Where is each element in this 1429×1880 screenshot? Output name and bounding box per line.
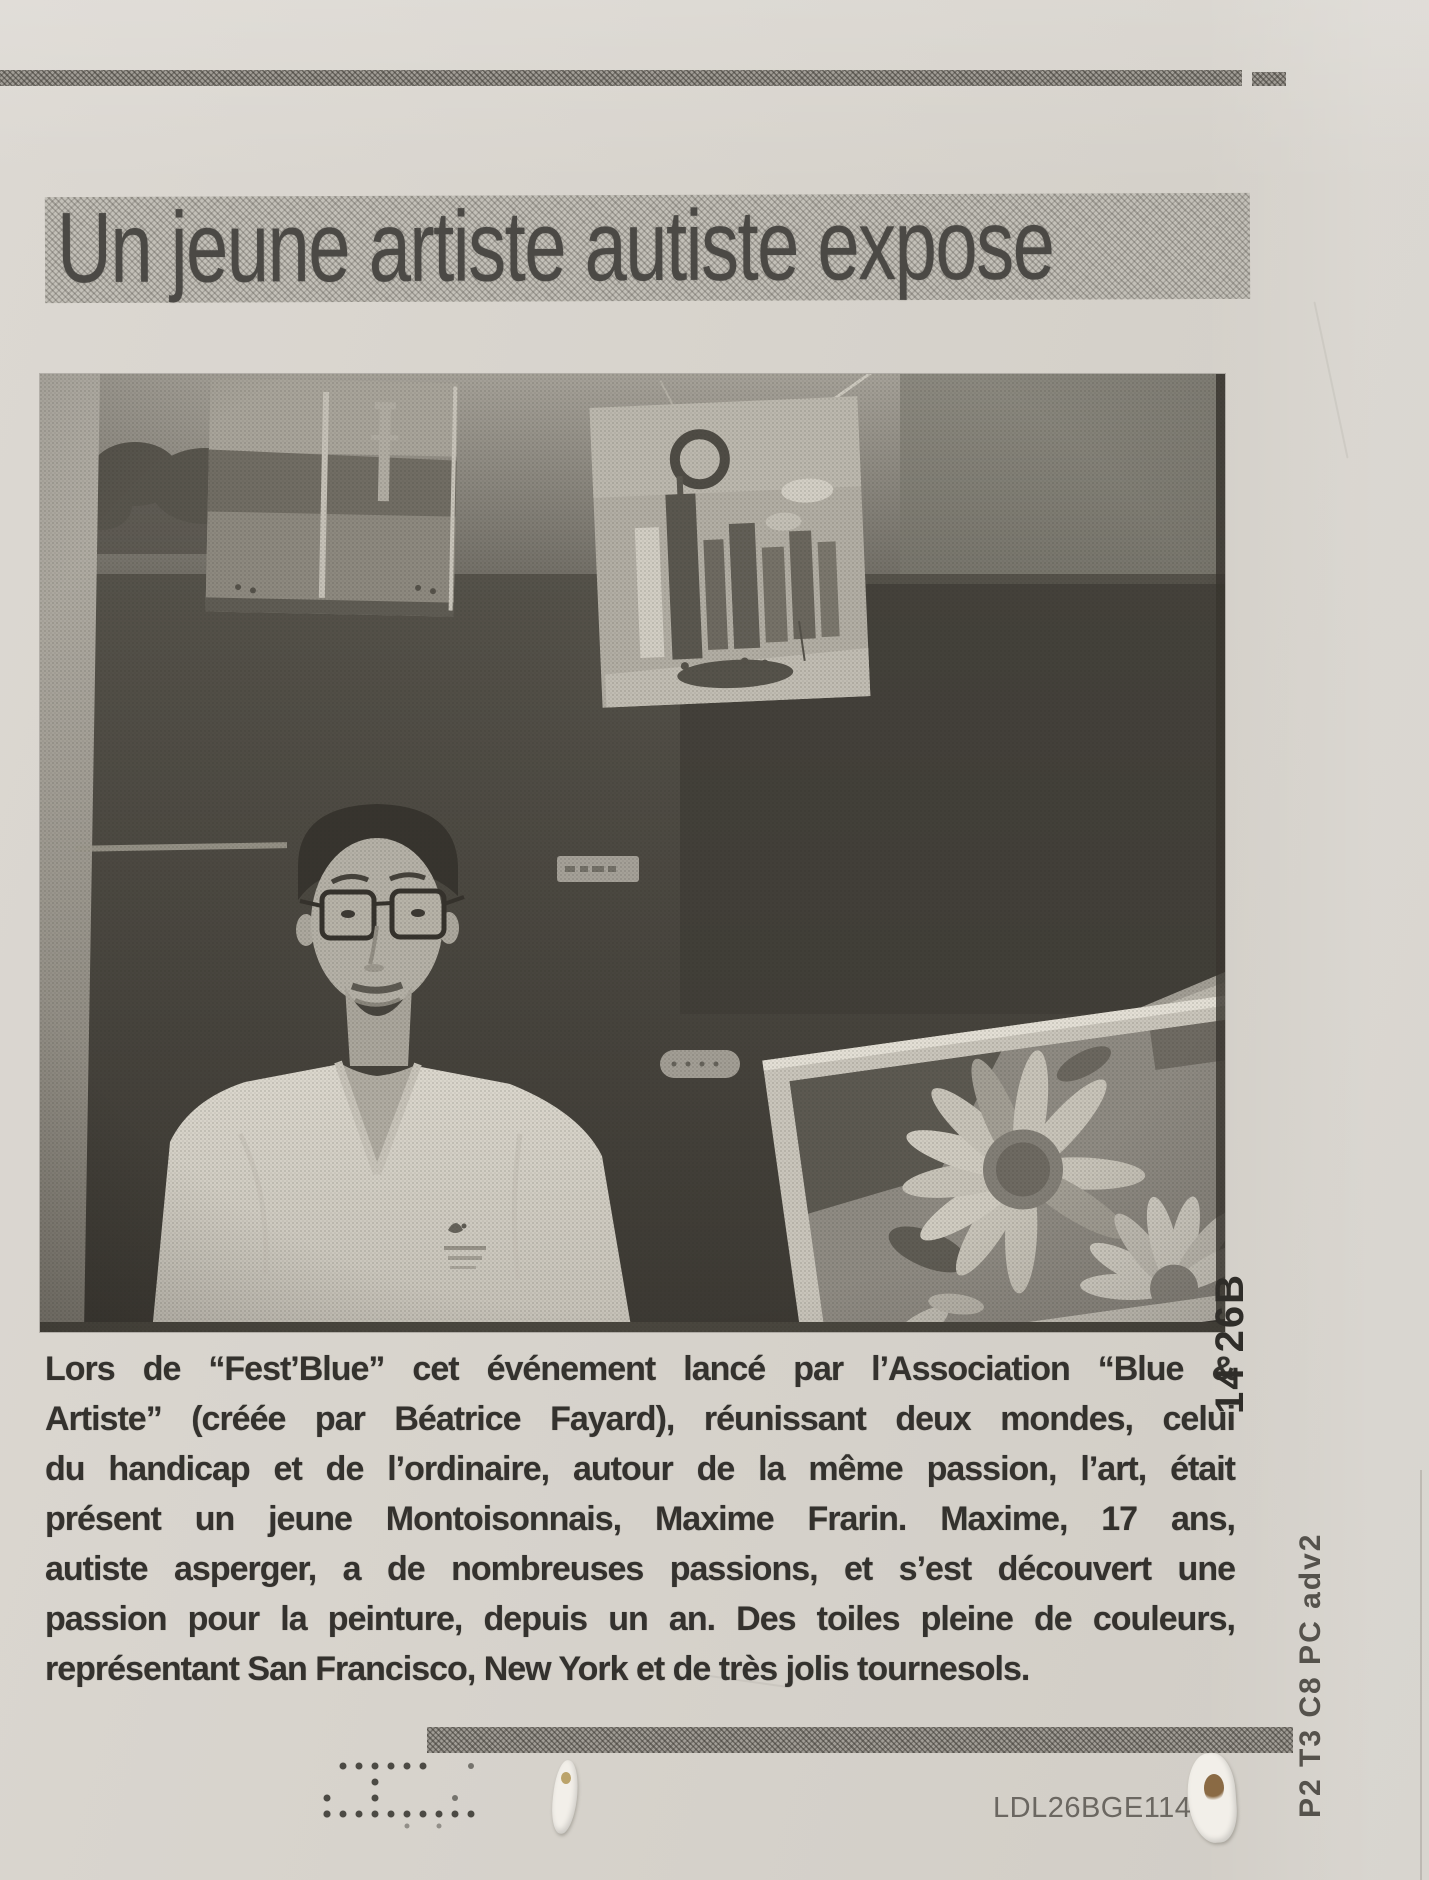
registration-dots bbox=[315, 1756, 495, 1832]
edition-code-vertical: 14 26B bbox=[1208, 1273, 1252, 1414]
caption-line: passion pour la peinture, depuis un an. Des toiles pleine de couleurs, bbox=[45, 1600, 1235, 1638]
caption-line: Lors de “Fest’Blue” cet événement lancé par l’Association “Blue & bbox=[45, 1350, 1235, 1388]
paper-tear-spot bbox=[561, 1772, 571, 1784]
top-halftone-rule-segment bbox=[1252, 72, 1286, 86]
reference-code: LDL26BGE114 bbox=[993, 1792, 1192, 1824]
top-halftone-rule bbox=[0, 70, 1242, 86]
headline-highlight-strip bbox=[45, 188, 1250, 305]
paper-tear-core bbox=[1204, 1774, 1224, 1802]
caption-line: présent un jeune Montoisonnais, Maxime Frarin. Maxime, 17 ans, bbox=[45, 1500, 1235, 1538]
caption-line: Artiste” (créée par Béatrice Fayard), réunissant deux mondes, celui bbox=[45, 1400, 1235, 1438]
article-photo bbox=[40, 374, 1225, 1332]
caption-line: autiste asperger, a de nombreuses passions, et s’est découvert une bbox=[45, 1550, 1235, 1588]
caption-line: représentant San Francisco, New York et de très jolis tournesols. bbox=[45, 1650, 1030, 1688]
production-code-vertical: P2 T3 C8 PC adv2 bbox=[1294, 1532, 1327, 1818]
photo-illustration bbox=[40, 374, 1225, 1332]
paper-tear bbox=[549, 1759, 582, 1835]
photo-caption bbox=[45, 1344, 1235, 1694]
bottom-halftone-bar bbox=[427, 1727, 1293, 1753]
paper-edge-scratch bbox=[1420, 1470, 1422, 1880]
headline: Un jeune artiste autiste expose bbox=[56, 188, 1054, 305]
caption-line: du handicap et de l’ordinaire, autour de la même passion, l’art, était bbox=[45, 1450, 1235, 1488]
paper-fiber bbox=[1313, 302, 1348, 459]
